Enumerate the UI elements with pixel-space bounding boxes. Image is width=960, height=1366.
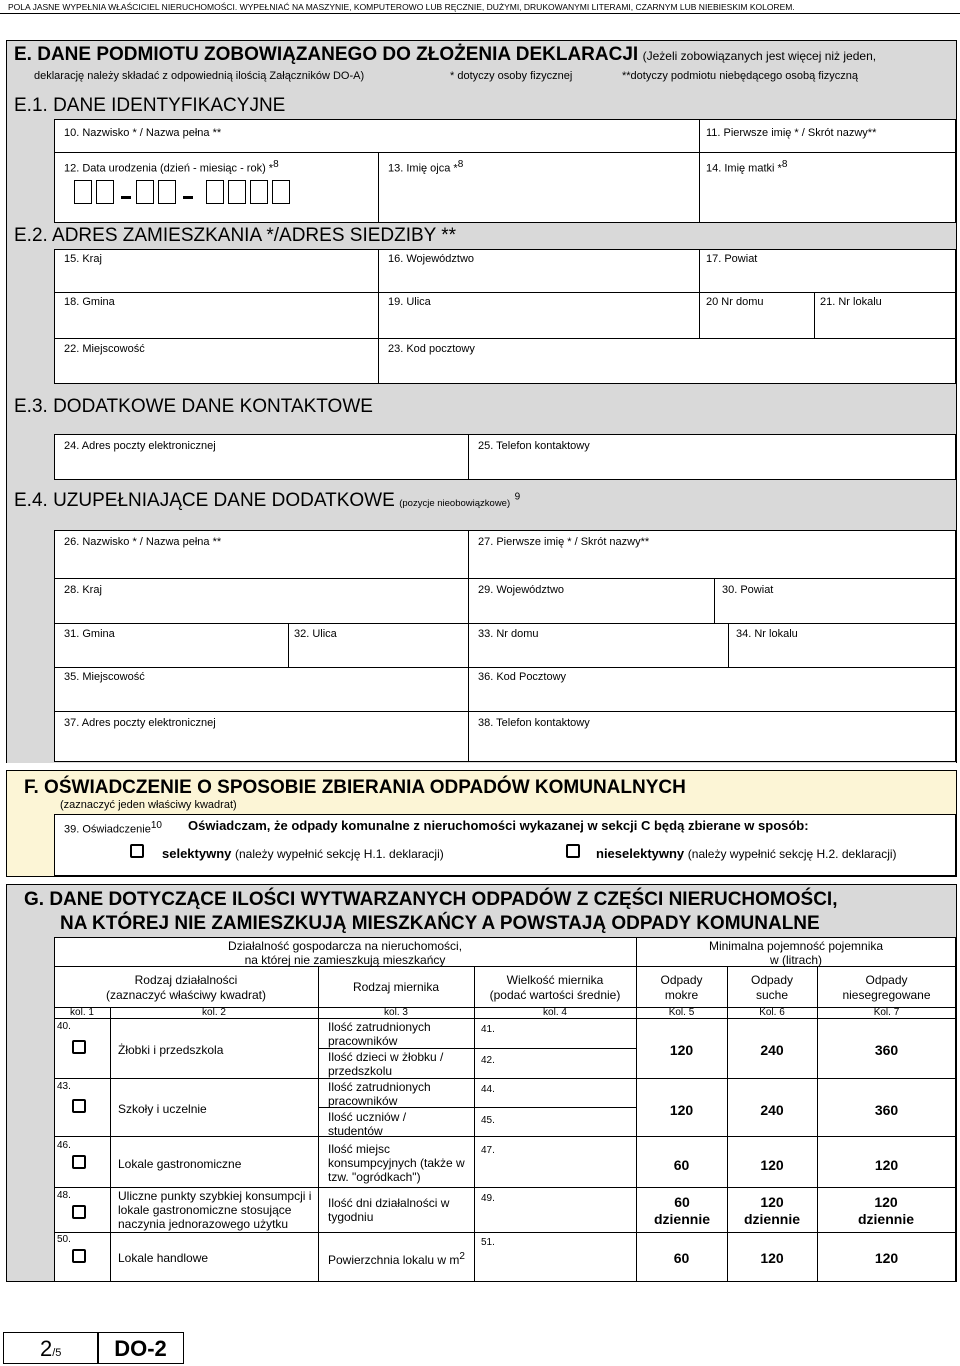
field-39-declaration: 39. Oświadczenie10 [64, 820, 162, 836]
kol-7: Kol. 7 [873, 1007, 900, 1018]
e1-title: E.1. DANE IDENTYFIKACYJNE [14, 95, 286, 116]
legend-legal-entity: **dotyczy podmiotu niebędącego osobą fizyczną [622, 70, 859, 82]
field-28-country[interactable]: 28. Kraj [64, 584, 102, 596]
field-15-country[interactable]: 15. Kraj [64, 253, 102, 265]
field-17-county[interactable]: 17. Powiat [706, 253, 758, 265]
top-instruction: POLA JASNE WYPEŁNIA WŁAŚCICIEL NIERUCHOMOŚCI. WYPEŁNIAĆ NA MASZYNIE, KOMPUTEROWO LUB RĘCZNIE, DUŻYMI, DRUKOWANYMI LITERAMI, CZARNYM LUB NIEBIESKIM KOLOREM. [8, 2, 795, 12]
form-code: DO-2 [114, 1336, 167, 1361]
field-12-birth-date[interactable]: 12. Data urodzenia (dzień - miesiąc - rok) *8 [64, 159, 279, 175]
checkbox-row-50[interactable] [72, 1249, 86, 1263]
field-11-first-name[interactable]: 11. Pierwsze imię * / Skrót nazwy** [706, 127, 877, 139]
f-statement: Oświadczam, że odpady komunalne z nieruchomości wykazanej w sekcji C będą zbierane w sposób: [188, 818, 809, 833]
section-g-title-line2: NA KTÓREJ NIE ZAMIESZKUJĄ MIESZKAŃCY A POWSTAJĄ ODPADY KOMUNALNE [60, 913, 820, 934]
hdr-activity-line2: na której nie zamieszkują mieszkańcy [244, 953, 446, 967]
field-27-first-name[interactable]: 27. Pierwsze imię * / Skrót nazwy** [478, 536, 650, 548]
hdr-activity-line1: Działalność gospodarcza na nieruchomości, [227, 939, 463, 953]
section-f-title: F. OŚWIADCZENIE O SPOSOBIE ZBIERANIA ODPADÓW KOMUNALNYCH [24, 777, 686, 798]
field-10-surname[interactable]: 10. Nazwisko * / Nazwa pełna ** [64, 127, 222, 139]
checkbox-selective[interactable] [130, 844, 144, 858]
section-g-title-line1: G. DANE DOTYCZĄCE ILOŚCI WYTWARZANYCH ODPADÓW Z CZĘŚCI NIERUCHOMOŚCI, [24, 889, 838, 910]
col6-header-sub: suche [755, 988, 789, 1002]
field-21-apartment-number[interactable]: 21. Nr lokalu [820, 296, 882, 308]
field-30-county[interactable]: 30. Powiat [722, 584, 774, 596]
field-13-father-name[interactable]: 13. Imię ojca *8 [388, 159, 464, 175]
checkbox-row-46[interactable] [72, 1155, 86, 1169]
kol-6: Kol. 6 [759, 1007, 785, 1018]
col6-header: Odpady [750, 973, 794, 987]
kol-2: kol. 2 [202, 1007, 226, 1018]
hdr-capacity-line1: Minimalna pojemność pojemnika [708, 939, 884, 953]
section-e-header [14, 44, 876, 66]
option-selective: selektywny (należy wypełnić sekcję H.1. deklaracji) [162, 846, 444, 861]
section-e-note2: deklarację należy składać z odpowiednią ilością Załączników DO-A) [34, 70, 365, 82]
col3-header: Wielkość miernika [506, 973, 604, 987]
checkbox-row-43[interactable] [72, 1099, 86, 1113]
kol-3: kol. 3 [384, 1007, 408, 1018]
field-38-phone[interactable]: 38. Telefon kontaktowy [478, 717, 590, 729]
field-29-voivodeship[interactable]: 29. Województwo [478, 584, 565, 596]
col1-header: Rodzaj działalności [134, 973, 238, 987]
field-26-surname[interactable]: 26. Nazwisko * / Nazwa pełna ** [64, 536, 222, 548]
e3-title: E.3. DODATKOWE DANE KONTAKTOWE [14, 396, 373, 417]
col1-header-note: (zaznaczyć właściwy kwadrat) [105, 988, 267, 1002]
col5-header-sub: mokre [664, 988, 699, 1002]
field-31-commune[interactable]: 31. Gmina [64, 628, 115, 640]
field-24-email[interactable]: 24. Adres poczty elektronicznej [64, 440, 216, 452]
hdr-capacity-line2: w (litrach) [769, 953, 822, 967]
field-34-apartment-number[interactable]: 34. Nr lokalu [736, 628, 798, 640]
page-number: 2/5 [40, 1336, 62, 1361]
field-16-voivodeship[interactable]: 16. Województwo [388, 253, 475, 265]
field-25-phone[interactable]: 25. Telefon kontaktowy [478, 440, 590, 452]
field-20-house-number[interactable]: 20 Nr domu [706, 296, 764, 308]
field-32-street[interactable]: 32. Ulica [294, 628, 337, 640]
field-19-street[interactable]: 19. Ulica [388, 296, 431, 308]
field-23-postal-code[interactable]: 23. Kod pocztowy [388, 343, 475, 355]
e2-title: E.2. ADRES ZAMIESZKANIA */ADRES SIEDZIBY ** [14, 225, 457, 246]
col5-header: Odpady [660, 973, 703, 987]
col7-header-sub: niesegregowane [842, 988, 931, 1002]
field-37-email[interactable]: 37. Adres poczty elektronicznej [64, 717, 216, 729]
checkbox-row-40[interactable] [72, 1040, 86, 1054]
field-36-postal-code[interactable]: 36. Kod Pocztowy [478, 671, 567, 683]
checkbox-nonselective[interactable] [566, 844, 580, 858]
kol-1: kol. 1 [70, 1007, 94, 1018]
field-33-house-number[interactable]: 33. Nr domu [478, 628, 539, 640]
legend-natural-person: * dotyczy osoby fizycznej [450, 70, 573, 82]
section-e-note: (Jeżeli zobowiązanych jest więcej niż jeden, [642, 49, 877, 63]
e4-header: E.4. UZUPEŁNIAJĄCE DANE DODATKOWE (pozycje nieobowiązkowe) $^9$ [14, 490, 521, 511]
field-18-commune[interactable]: 18. Gmina [64, 296, 115, 308]
section-f-subtitle: (zaznaczyć jeden właściwy kwadrat) [60, 799, 237, 811]
option-nonselective: nieselektywny (należy wypełnić sekcję H.2. deklaracji) [596, 846, 897, 861]
kol-5: Kol. 5 [668, 1007, 695, 1018]
e4-note: (pozycje nieobowiązkowe) [399, 498, 511, 509]
e4-title: E.4. UZUPEŁNIAJĄCE DANE DODATKOWE [14, 490, 395, 511]
col3-header-note: (podać wartości średnie) [489, 988, 621, 1002]
kol-4: kol. 4 [543, 1007, 567, 1018]
field-14-mother-name[interactable]: 14. Imię matki *8 [706, 159, 788, 175]
col7-header: Odpady [865, 973, 908, 987]
checkbox-row-48[interactable] [72, 1205, 86, 1219]
field-22-locality[interactable]: 22. Miejscowość [64, 343, 145, 355]
page-number-box [3, 1332, 98, 1364]
col2-header: Rodzaj miernika [352, 980, 440, 994]
field-35-locality[interactable]: 35. Miejscowość [64, 671, 145, 683]
form-code-box [98, 1332, 184, 1364]
section-e-title: E. DANE PODMIOTU ZOBOWIĄZANEGO DO ZŁOŻENIA DEKLARACJI [14, 44, 639, 65]
e2-form-box [54, 249, 956, 384]
